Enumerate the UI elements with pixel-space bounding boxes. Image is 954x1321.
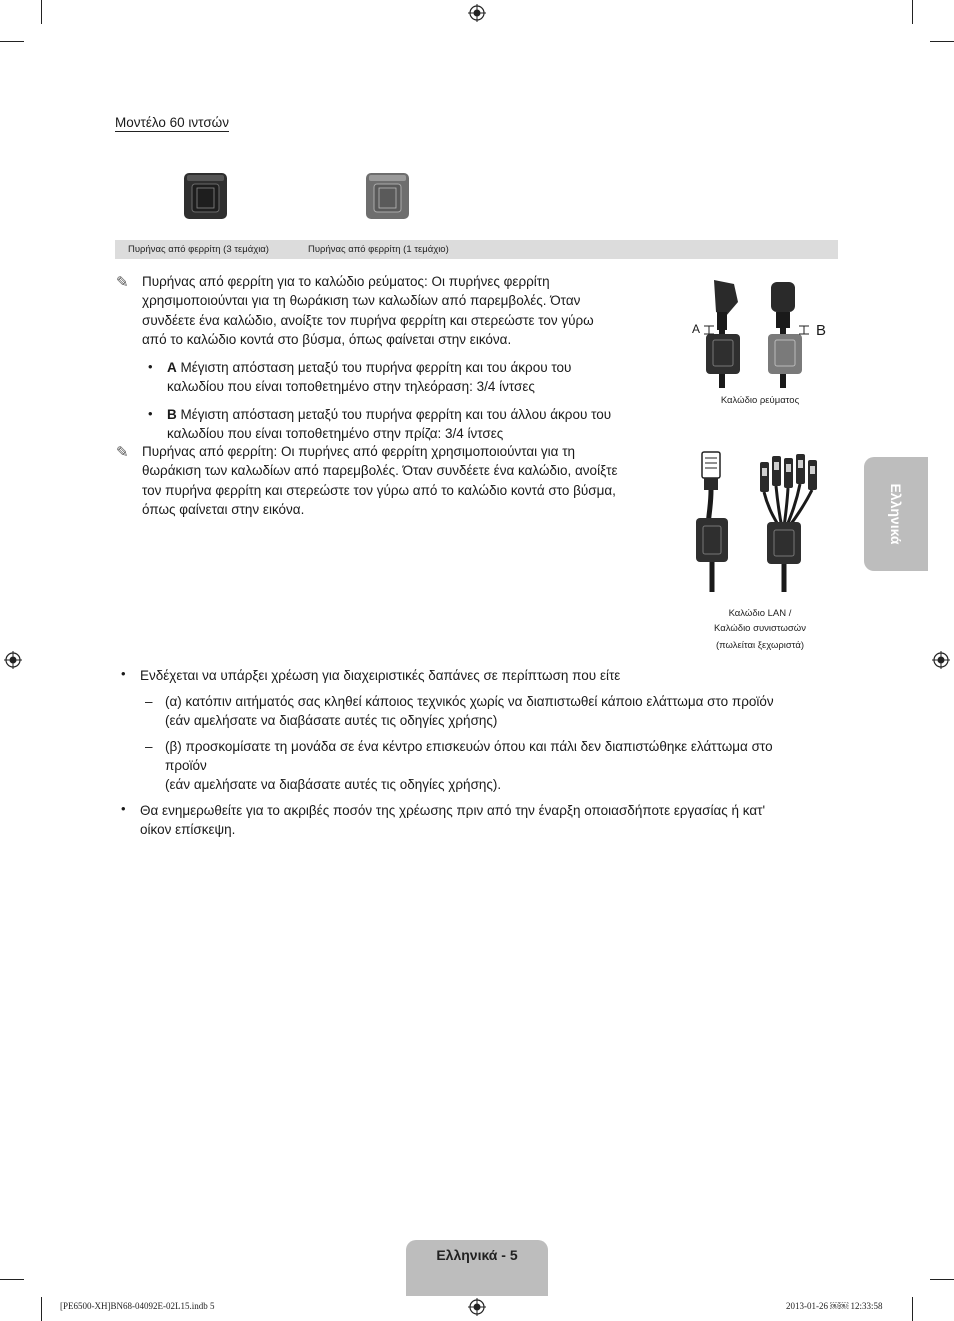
charges-dash-1 — [165, 692, 855, 730]
dash-text: (α) κατόπιν αιτήματός σας κληθεί κάποιος τεχνικός χωρίς να διαπιστωθεί κάποιο ελάττωμα στο προϊόν — [165, 694, 774, 709]
bullet-text: οίκον επίσκεψη. — [140, 822, 236, 837]
footer-file: [PE6500-XH]BN68-04092E-02L15.indb 5 — [60, 1301, 215, 1311]
bullet-b — [167, 406, 687, 443]
lan-component-cable-figure — [690, 446, 830, 594]
charges-bullet-2 — [140, 801, 850, 839]
charges-bullet-1: Ενδέχεται να υπάρξει χρέωση για διαχειριστικές δαπάνες σε περίπτωση που είτε — [140, 668, 621, 683]
crop-mark — [0, 41, 24, 42]
bullet-text: καλωδίου που είναι τοποθετημένο στην τηλεόραση: 3/4 ίντσες — [167, 378, 535, 394]
bullet-icon: • — [121, 666, 126, 681]
caption-line: Καλώδιο LAN / — [728, 608, 792, 619]
crop-mark — [41, 0, 42, 24]
bullet-text: Μέγιστη απόσταση μεταξύ του πυρήνα φερρίτη και του άκρου του — [176, 360, 572, 375]
figure-label-b: B — [816, 322, 827, 339]
page-number-tab — [406, 1240, 548, 1296]
registration-mark-icon — [468, 4, 486, 22]
note-line: συνδέετε ένα καλώδιο, ανοίξτε τον πυρήνα φερρίτη και στερεώστε τον γύρω — [142, 312, 594, 328]
crop-mark — [912, 1297, 913, 1321]
ferrite-core-grey-image — [365, 172, 410, 220]
note-pencil-icon: ✎ — [116, 274, 129, 291]
caption-ferrite-3: Πυρήνας από φερρίτη (3 τεμάχια) — [128, 244, 269, 255]
note-pencil-icon: ✎ — [116, 444, 129, 461]
note-line: Πυρήνας από φερρίτη: Οι πυρήνες από φερρίτη χρησιμοποιούνται για τη — [142, 444, 576, 459]
note-line: τον πυρήνα φερρίτη και στερεώστε τον γύρω από το καλώδιο κοντά στο βύσμα, — [142, 482, 616, 498]
crop-mark — [0, 1279, 24, 1280]
figure-caption-power: Καλώδιο ρεύματος — [720, 395, 800, 406]
bullet-a — [167, 359, 687, 396]
bullet-label: A — [167, 360, 177, 375]
caption-ferrite-1: Πυρήνας από φερρίτη (1 τεμάχιο) — [308, 244, 449, 255]
crop-mark — [930, 1279, 954, 1280]
dash-text: (εάν αμελήσατε να διαβάσατε αυτές τις οδηγίες χρήσης). — [165, 777, 502, 792]
figure-label-a: A — [692, 322, 701, 336]
crop-mark — [912, 0, 913, 24]
note-lan-cable — [142, 442, 682, 519]
dash-text: προϊόν — [165, 758, 207, 773]
language-side-tab — [864, 457, 928, 571]
caption-bar — [115, 240, 838, 259]
page-number: Ελληνικά - 5 — [436, 1247, 518, 1263]
crop-mark — [41, 1297, 42, 1321]
power-cable-figure — [686, 276, 836, 392]
figure-caption-lan — [690, 607, 830, 654]
caption-line: (πωλείται ξεχωριστά) — [715, 640, 805, 651]
bullet-text: Θα ενημερωθείτε για το ακριβές ποσόν της χρέωσης πριν από την έναρξη οποιασδήποτε εργασίας ή κατ' — [140, 803, 766, 818]
bullet-text: Μέγιστη απόσταση μεταξύ του πυρήνα φερρίτη και του άλλου άκρου του — [176, 407, 612, 422]
note-line: από το καλώδιο κοντά στο βύσμα, όπως φαίνεται στην εικόνα. — [142, 331, 512, 347]
ferrite-core-black-image — [183, 172, 228, 220]
registration-mark-icon — [932, 651, 950, 669]
caption-line: Καλώδιο συνιστωσών — [714, 622, 806, 634]
dash-text: (εάν αμελήσατε να διαβάσατε αυτές τις οδηγίες χρήσης) — [165, 713, 498, 728]
dash-icon: – — [145, 739, 153, 754]
charges-dash-2 — [165, 737, 855, 794]
language-side-tab-label: Ελληνικά — [888, 483, 904, 545]
note-line: θωράκιση των καλωδίων από παρεμβολές. Όταν συνδέετε ένα καλώδιο, ανοίξτε — [142, 463, 618, 479]
crop-mark — [930, 41, 954, 42]
bullet-label: B — [167, 407, 177, 422]
bullet-icon: • — [148, 359, 153, 374]
note-line: Πυρήνας από φερρίτη για το καλώδιο ρεύματος: Οι πυρήνες φερρίτη — [142, 274, 550, 289]
note-line: χρησιμοποιούνται για τη θωράκιση των καλωδίων από παρεμβολές. Όταν — [142, 293, 581, 309]
bullet-icon: • — [148, 406, 153, 421]
registration-mark-icon — [4, 651, 22, 669]
model-title: Μοντέλο 60 ιντσών — [115, 115, 229, 130]
bullet-icon: • — [121, 801, 126, 816]
dash-text: (β) προσκομίσατε τη μονάδα σε ένα κέντρο επισκευών όπου και πάλι δεν διαπιστώθηκε ελάττωμα στο — [165, 739, 773, 754]
footer-timestamp: 2013-01-26 ￼￼ 12:33:58 — [786, 1301, 883, 1311]
dash-icon: – — [145, 694, 153, 709]
note-power-cable — [142, 272, 682, 349]
bullet-text: καλωδίου που είναι τοποθετημένο στην πρίζα: 3/4 ίντσες — [167, 425, 504, 441]
registration-mark-icon — [468, 1298, 486, 1316]
note-line: όπως φαίνεται στην εικόνα. — [142, 501, 305, 517]
